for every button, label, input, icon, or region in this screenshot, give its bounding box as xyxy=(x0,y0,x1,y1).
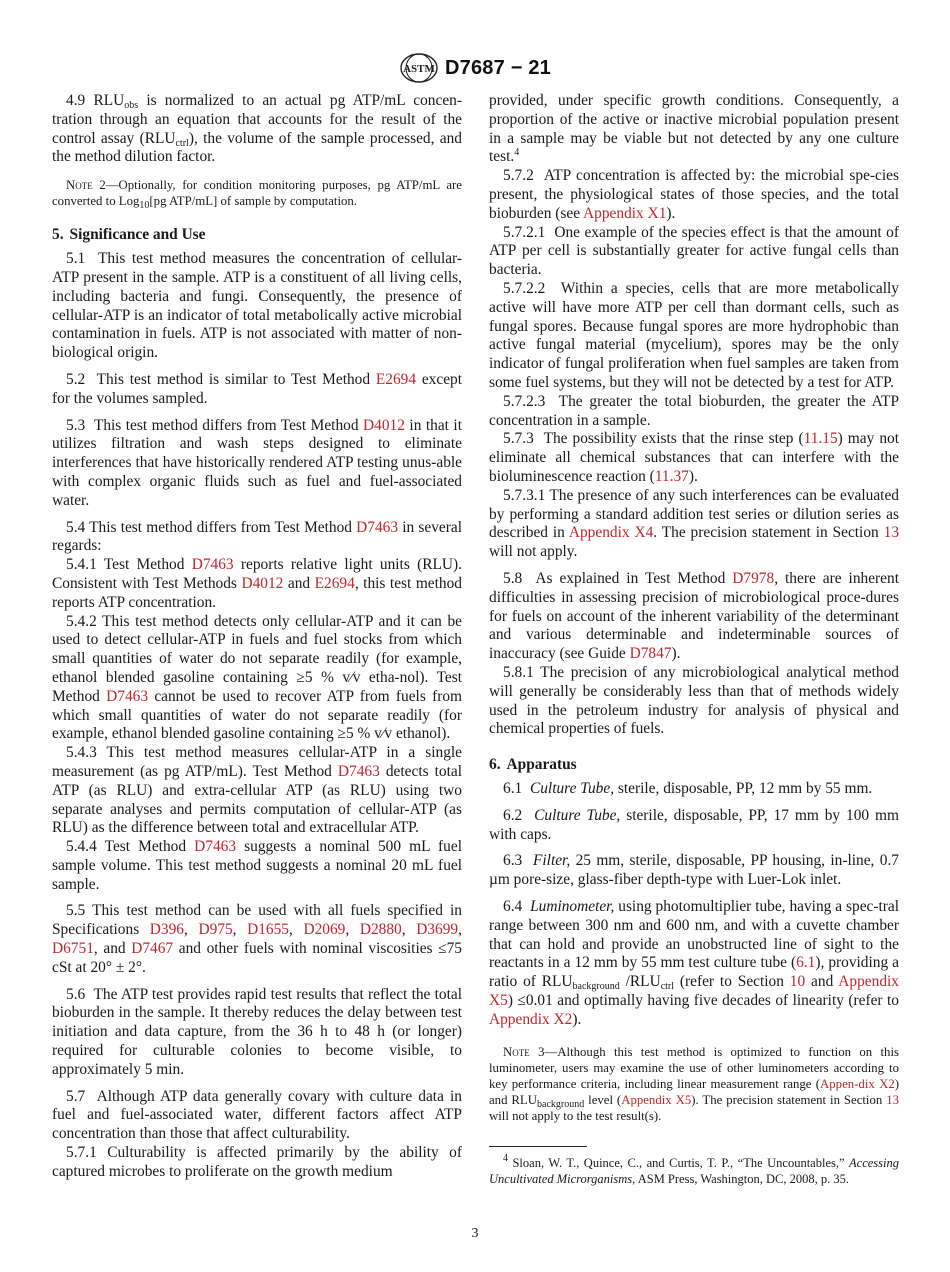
link-d4012[interactable]: D4012 xyxy=(241,574,284,592)
paragraph-4-9: 4.9 $RLU_{obs}$ is normalized to an actual pg ATP/mL concen-tration through an equation that accounts for the result of the control assay $(RLU_{ctrl})$, the volume of the sample processed, and the method dilution factor. xyxy=(52,92,462,166)
link-appendix-x2[interactable]: Appen-dix X2 xyxy=(820,1076,895,1091)
link-appendix-x2[interactable]: Appendix X2 xyxy=(489,1010,573,1028)
link-section-13[interactable]: 13 xyxy=(886,1092,900,1107)
link-11-37[interactable]: 11.37 xyxy=(654,467,689,485)
link-appendix-x4[interactable]: Appendix X4 xyxy=(568,524,654,542)
footnote-4: $^4$ Sloan, W. T., Quince, C., and Curtis, T. P., “The Uncountables,” Accessing Uncultivated Microrganisms, ASM Press, Washington, DC, 2008, p. 35. xyxy=(489,1152,899,1186)
link-d7978[interactable]: D7978 xyxy=(732,569,775,587)
link-d7463[interactable]: D7463 xyxy=(356,518,399,536)
note-3: Note 3—Although this test method is optimized to function on this luminometer, users may examine the use of other luminometers according to key performance criteria, including linear measurement range (Appen-dix X2) and $RLU_{background}$ level (Appendix X5). The precision statement in Section 13 will not apply to the test result(s). xyxy=(489,1044,900,1123)
link-6-1[interactable]: 6.1 xyxy=(796,954,816,972)
paragraph-5-6: 5.6 The ATP test provides rapid test results that reflect the total bioburden in the sample. It thereby reduces the delay between test initiation and data capture, from the 36 h to 48 h (or longer) required for culturable colonies to become visible, to approximately 5 min. xyxy=(52,985,462,1078)
link-d975[interactable]: D975 xyxy=(198,921,233,939)
link-d7463[interactable]: D7463 xyxy=(191,556,234,574)
link-d7463[interactable]: D7463 xyxy=(106,687,149,705)
paragraph-5-7-1-continued: provided, under specific growth conditions. Consequently, a proportion of the active or inactive microbial population present in a sample may be viable but not detected by any one culture test.$^4$ xyxy=(489,92,899,166)
paragraph-5-3: 5.3 This test method differs from Test Method D4012 in that it utilizes filtration and wash steps designed to eliminate interferences that have historically rendered ATP testing unus-able with complex organic fluids such as fuel and fuel-associated water. xyxy=(52,416,462,509)
section-heading-5: 5. Significance and Use xyxy=(52,226,206,244)
note-2: Note 2—Optionally, for condition monitoring purposes, pg ATP/mL are converted to Log$_{10}$[pg ATP/mL] of sample by computation. xyxy=(52,178,462,212)
link-d4012[interactable]: D4012 xyxy=(363,416,405,434)
footnote-divider xyxy=(489,1146,587,1147)
paragraph-5-1: 5.1 This test method measures the concentration of cellular-ATP present in the sample. ATP is a constituent of all living cells, including bacteria and fungi. Consequently, the presence of cellular-ATP is an indicator of total metabolically active microbial contamination in fuels. ATP is not associated with matter of non-biological origin. xyxy=(52,250,462,362)
link-d7847[interactable]: D7847 xyxy=(629,645,672,663)
page-header xyxy=(0,50,950,86)
paragraph-5-7: 5.7 Although ATP data generally covary with culture data in fuel and fuel-associated water, different factors affect ATP concentration than those that affect culturability. xyxy=(52,1087,462,1143)
paragraph-6-4: 6.4 Luminometer, using photomultiplier tube, having a spec-tral range between 300 nm and 600 nm, and with a cuvette chamber that can hold and provide an unobstructed line of sight to the reactants in a 12 mm by 55 mm test culture tube (6.1), providing a ratio of $RLU_{background}$ $/RLU_{ctrl}$ (refer to Section 10 and Appendix X5) ≤0.01 and optimally having five decades of linearity (refer to Appendix X2). xyxy=(489,898,899,1028)
link-d6751[interactable]: D6751 xyxy=(52,940,94,958)
paragraph-5-2: 5.2 This test method is similar to Test Method E2694 except for the volumes sampled. xyxy=(52,370,463,407)
link-d7463[interactable]: D7463 xyxy=(337,762,380,780)
link-d2880[interactable]: D2880 xyxy=(359,921,402,939)
link-appendix-x5[interactable]: Appendix X5 xyxy=(489,973,899,1010)
paragraph-5-7-2-3: 5.7.2.3 The greater the total bioburden, the greater the ATP concentration in a sample. xyxy=(489,392,900,429)
paragraph-5-5: 5.5 This test method can be used with all fuels specified in Specifications D396, D975, D1655, D2069, D2880, D3699, D6751, and D7467 and other fuels with nominal viscosities ≤75 cSt at 20° ± 2°. xyxy=(52,902,463,976)
link-e2694[interactable]: E2694 xyxy=(314,574,355,592)
paragraph-5-7-2: 5.7.2 ATP concentration is affected by: the microbial spe-cies present, the physiological states of those species, and the total bioburden (see Appendix X1). xyxy=(489,167,899,222)
link-d1655[interactable]: D1655 xyxy=(247,921,290,939)
link-11-15[interactable]: 11.15 xyxy=(803,430,838,448)
paragraph-5-4-2: 5.4.2 This test method detects only cellular-ATP and it can be used to detect cellular-ATP in fuels and fuel stocks from which small quantities of water do not separate readily (for example, ethanol blended gasoline containing ≥5 % v⁄v etha-nol). Test Method D7463 cannot be used to recover ATP from fuels from which small quantities of water do not separate readily (for example, ethanol blended gasoline containing ≥5 % v⁄v ethanol). xyxy=(52,612,462,743)
right-column xyxy=(489,92,899,1187)
paragraph-6-2: 6.2 Culture Tube, sterile, disposable, PP, 17 mm by 100 mm with caps. xyxy=(489,806,899,843)
left-column xyxy=(52,92,462,1182)
paragraph-5-7-2-1: 5.7.2.1 One example of the species effect is that the amount of ATP per cell is substantially greater for active fungal cells than bacteria. xyxy=(489,223,899,279)
paragraph-5-8: 5.8 As explained in Test Method D7978, there are inherent difficulties in assessing precision of microbiological proce-dures for fuels on account of the inherent variability of the determinant and various determinable and indeterminable sources of inaccuracy (see Guide D7847). xyxy=(489,569,899,663)
paragraph-5-7-3-1: 5.7.3.1 The presence of any such interferences can be evaluated by performing a standard addition test series or dilution series as described in Appendix X4. The precision statement in Section 13 will not apply. xyxy=(489,486,900,561)
link-d3699[interactable]: D3699 xyxy=(416,921,459,939)
paragraph-5-7-1: 5.7.1 Culturability is affected primarily by the ability of captured microbes to proliferate on the growth medium xyxy=(52,1144,462,1180)
link-section-13[interactable]: 13 xyxy=(883,524,900,542)
paragraph-5-4-3: 5.4.3 This test method measures cellular-ATP in a single measurement (as pg ATP/mL). Test Method D7463 detects total ATP (as RLU) and extra-cellular ATP (as RLU) using two separate analyses and permits computation of cellular-ATP (as RLU) as the difference between total and extracellular ATP. xyxy=(52,744,462,837)
link-appendix-x5[interactable]: Appendix X5 xyxy=(621,1092,692,1107)
paragraph-5-4-1: 5.4.1 Test Method D7463 reports relative light units (RLU). Consistent with Test Methods D4012 and E2694, this test method reports ATP concentration. xyxy=(52,556,462,611)
link-d7467[interactable]: D7467 xyxy=(131,940,174,958)
document-id: D7687 − 21 xyxy=(445,56,551,79)
paragraph-5-7-3: 5.7.3 The possibility exists that the rinse step (11.15) may not eliminate all chemical substances that can interfere with the bioluminescence reaction (11.37). xyxy=(489,430,899,485)
link-d7463[interactable]: D7463 xyxy=(194,838,237,856)
link-appendix-x1[interactable]: Appendix X1 xyxy=(583,204,667,222)
footnote-ref-4[interactable]: 4 xyxy=(514,147,520,159)
paragraph-6-1: 6.1 Culture Tube, sterile, disposable, PP, 12 mm by 55 mm. xyxy=(503,780,873,798)
astm-logo-icon xyxy=(399,52,439,84)
page-number: 3 xyxy=(471,1226,479,1241)
paragraph-6-3: 6.3 Filter, 25 mm, sterile, disposable, PP housing, in-line, 0.7 µm pore-size, glass-fiber depth-type with Luer-Lok inlet. xyxy=(489,852,900,889)
link-d2069[interactable]: D2069 xyxy=(303,921,346,939)
paragraph-5-7-2-2: 5.7.2.2 Within a species, cells that are more metabolically active will have more ATP per cell than dormant cells, such as fungal spores. Because fungal spores are more hydrophobic than active fungal material (mycelium), spores may be the only indicator of fungal proliferation when fuel samples are taken from some fuel systems, but they will not be detected by a test for ATP. xyxy=(489,279,900,391)
link-d396[interactable]: D396 xyxy=(149,921,184,939)
link-section-10[interactable]: 10 xyxy=(789,973,806,991)
paragraph-5-8-1: 5.8.1 The precision of any microbiological analytical method will generally be considerably less than that of methods widely used in the petroleum industry for analysis of physical and chemical properties of fuels. xyxy=(489,663,899,738)
section-heading-6: 6. Apparatus xyxy=(489,756,577,774)
link-e2694[interactable]: E2694 xyxy=(375,370,417,388)
paragraph-5-4-4: 5.4.4 Test Method D7463 suggests a nominal 500 mL fuel sample volume. This test method suggests a nominal 20 mL fuel sample. xyxy=(52,838,462,893)
svg-text:ASTM: ASTM xyxy=(403,63,435,75)
paragraph-5-4: 5.4 This test method differs from Test Method D7463 in several regards: xyxy=(52,518,462,555)
